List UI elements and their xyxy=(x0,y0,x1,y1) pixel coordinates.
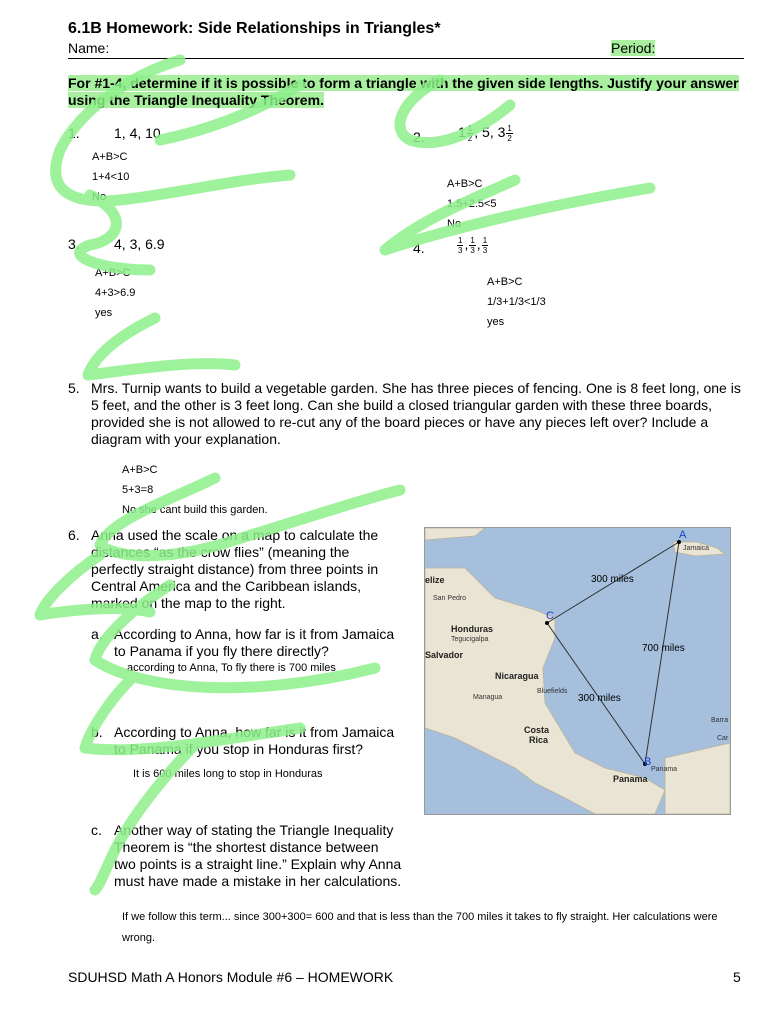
fraction xyxy=(482,236,488,255)
period-label: Period: xyxy=(611,40,656,56)
sides-middle: , 5, 3 xyxy=(474,124,506,141)
answer-line: 4+3>6.9 xyxy=(95,287,136,299)
denominator: 3 xyxy=(470,246,475,255)
map-label-nicaragua: Nicaragua xyxy=(495,671,539,681)
numerator: 1 xyxy=(458,236,463,245)
vertex-a-label: A xyxy=(679,529,687,541)
numerator: 1 xyxy=(507,124,512,133)
distance-ac-label: 300 miles xyxy=(591,574,634,585)
problem-1-answer xyxy=(92,147,129,207)
page-number: 5 xyxy=(733,969,741,985)
map-label-belize: elize xyxy=(425,575,445,585)
problem-2-sides xyxy=(458,124,514,143)
whole-number: 1 xyxy=(458,124,466,141)
fraction xyxy=(457,236,463,255)
answer-line: No xyxy=(447,218,462,230)
vertex-b-label: B xyxy=(644,756,652,768)
answer-line: A+B>C xyxy=(95,267,131,279)
map-land-south-america xyxy=(665,743,730,814)
page-title: 6.1B Homework: Side Relationships in Triangles* xyxy=(68,20,441,37)
part-a-label: a. xyxy=(91,626,103,642)
map-label-car: Car xyxy=(717,735,729,742)
name-label: Name: xyxy=(68,40,110,56)
map-land-cuba xyxy=(425,528,485,540)
part-c-answer: If we follow this term... since 300+300= 600 and that is less than the 700 miles it takes to fly straight. Her calculations were wrong. xyxy=(122,911,718,944)
problem-4-answer xyxy=(487,272,546,332)
answer-line: A+B>C xyxy=(487,276,523,288)
problem-3-sides: 4, 3, 6.9 xyxy=(114,236,165,252)
fraction xyxy=(467,124,473,143)
answer-line: No she cant build this garden. xyxy=(122,504,268,516)
scribble-mark xyxy=(385,180,650,253)
answer-line: A+B>C xyxy=(122,464,158,476)
answer-line: 1+4<10 xyxy=(92,171,130,183)
map-label-bluefields: Bluefields xyxy=(537,688,568,695)
part-b-answer: It is 600 miles long to stop in Honduras xyxy=(133,768,323,780)
map-svg xyxy=(425,528,730,814)
map-label-jamaica: Jamaica xyxy=(683,545,710,552)
problem-5-answer xyxy=(122,460,268,520)
map-label-rica: Rica xyxy=(529,735,549,745)
map-label-barra: Barra xyxy=(711,717,729,724)
answer-line: yes xyxy=(487,316,505,328)
answer-line: A+B>C xyxy=(447,178,483,190)
distance-cb-label: 300 miles xyxy=(578,693,621,704)
vertex-c-label: C xyxy=(546,610,554,622)
separator: , xyxy=(464,236,469,253)
map-label-panama-city: Panama xyxy=(651,766,678,773)
answer-line: 5+3=8 xyxy=(122,484,154,496)
answer-line: 1/3+1/3<1/3 xyxy=(487,296,546,308)
denominator: 2 xyxy=(467,134,473,143)
part-b-question: According to Anna, how far is it from Jamaica to Panama if you stop in Honduras first? xyxy=(114,724,395,757)
problem-1-sides: 1, 4, 10 xyxy=(114,125,161,141)
part-a-answer: according to Anna, To fly there is 700 miles xyxy=(127,662,336,674)
map-label-costa: Costa xyxy=(524,725,550,735)
problem-2-answer xyxy=(447,174,497,234)
problem-5-number: 5. xyxy=(68,380,80,396)
denominator: 2 xyxy=(507,134,512,143)
distance-ab-label: 700 miles xyxy=(642,643,685,654)
map-label-honduras: Honduras xyxy=(451,624,494,634)
instructions xyxy=(68,75,744,109)
map-label-san-pedro: San Pedro xyxy=(433,595,467,602)
problem-4-number: 4. xyxy=(413,240,425,256)
answer-line: yes xyxy=(95,307,113,319)
problem-5-text: Mrs. Turnip wants to build a vegetable garden. She has three pieces of fencing. One is 8 feet long, one is 5 feet, and the other is 3 feet long. Can she build a closed triangular garden with these three boards, provided she is not allowed to re-cut any of the board pieces or have any pieces left over? Include a diagram with your explanation. xyxy=(91,380,741,447)
answer-line: 1.5+2.5<5 xyxy=(447,198,497,210)
answer-line: No xyxy=(92,191,107,203)
fraction xyxy=(506,124,512,143)
footer-title: SDUHSD Math A Honors Module #6 – HOMEWORK xyxy=(68,969,394,985)
part-a-question: According to Anna, how far is it from Jamaica to Panama if you fly there directly? xyxy=(114,626,395,659)
separator: , xyxy=(476,236,481,253)
problem-3-number: 3. xyxy=(68,236,80,252)
instructions-text: For #1-4, determine if it is possible to form a triangle with the given side lengths. Justify your answer using the Triangle Inequality Theorem. xyxy=(68,75,739,108)
problem-6-text: Anna used the scale on a map to calculate the distances “as the crow flies” (meaning the perfectly straight distance) from three points in Central America and the Caribbean islands, marked on the map to the right. xyxy=(91,527,379,611)
map-label-panama: Panama xyxy=(613,774,648,784)
map-label-salvador: Salvador xyxy=(425,650,464,660)
map-label-tegucigalpa: Tegucigalpa xyxy=(451,636,489,643)
problem-2-number: 2. xyxy=(413,129,425,145)
fraction xyxy=(469,236,475,255)
part-b-label: b. xyxy=(91,724,103,740)
denominator: 3 xyxy=(458,246,463,255)
problem-3-answer xyxy=(95,263,135,323)
map-label-managua: Managua xyxy=(473,694,503,701)
problem-6-number: 6. xyxy=(68,527,80,543)
numerator: 1 xyxy=(470,236,475,245)
problem-1-number: 1. xyxy=(68,125,80,141)
central-america-map xyxy=(424,527,731,815)
header-rule xyxy=(68,58,744,59)
numerator: 1 xyxy=(482,236,488,245)
problem-4-sides xyxy=(456,236,489,255)
answer-line: A+B>C xyxy=(92,151,128,163)
part-c-label: c. xyxy=(91,822,102,838)
numerator: 1 xyxy=(467,124,473,133)
denominator: 3 xyxy=(482,246,488,255)
part-c-question: Another way of stating the Triangle Inequality Theorem is “the shortest distance between two points is a straight line.” Explain why Anna must have made a mistake in her calculations. xyxy=(114,822,402,889)
scribble-mark xyxy=(88,318,235,375)
